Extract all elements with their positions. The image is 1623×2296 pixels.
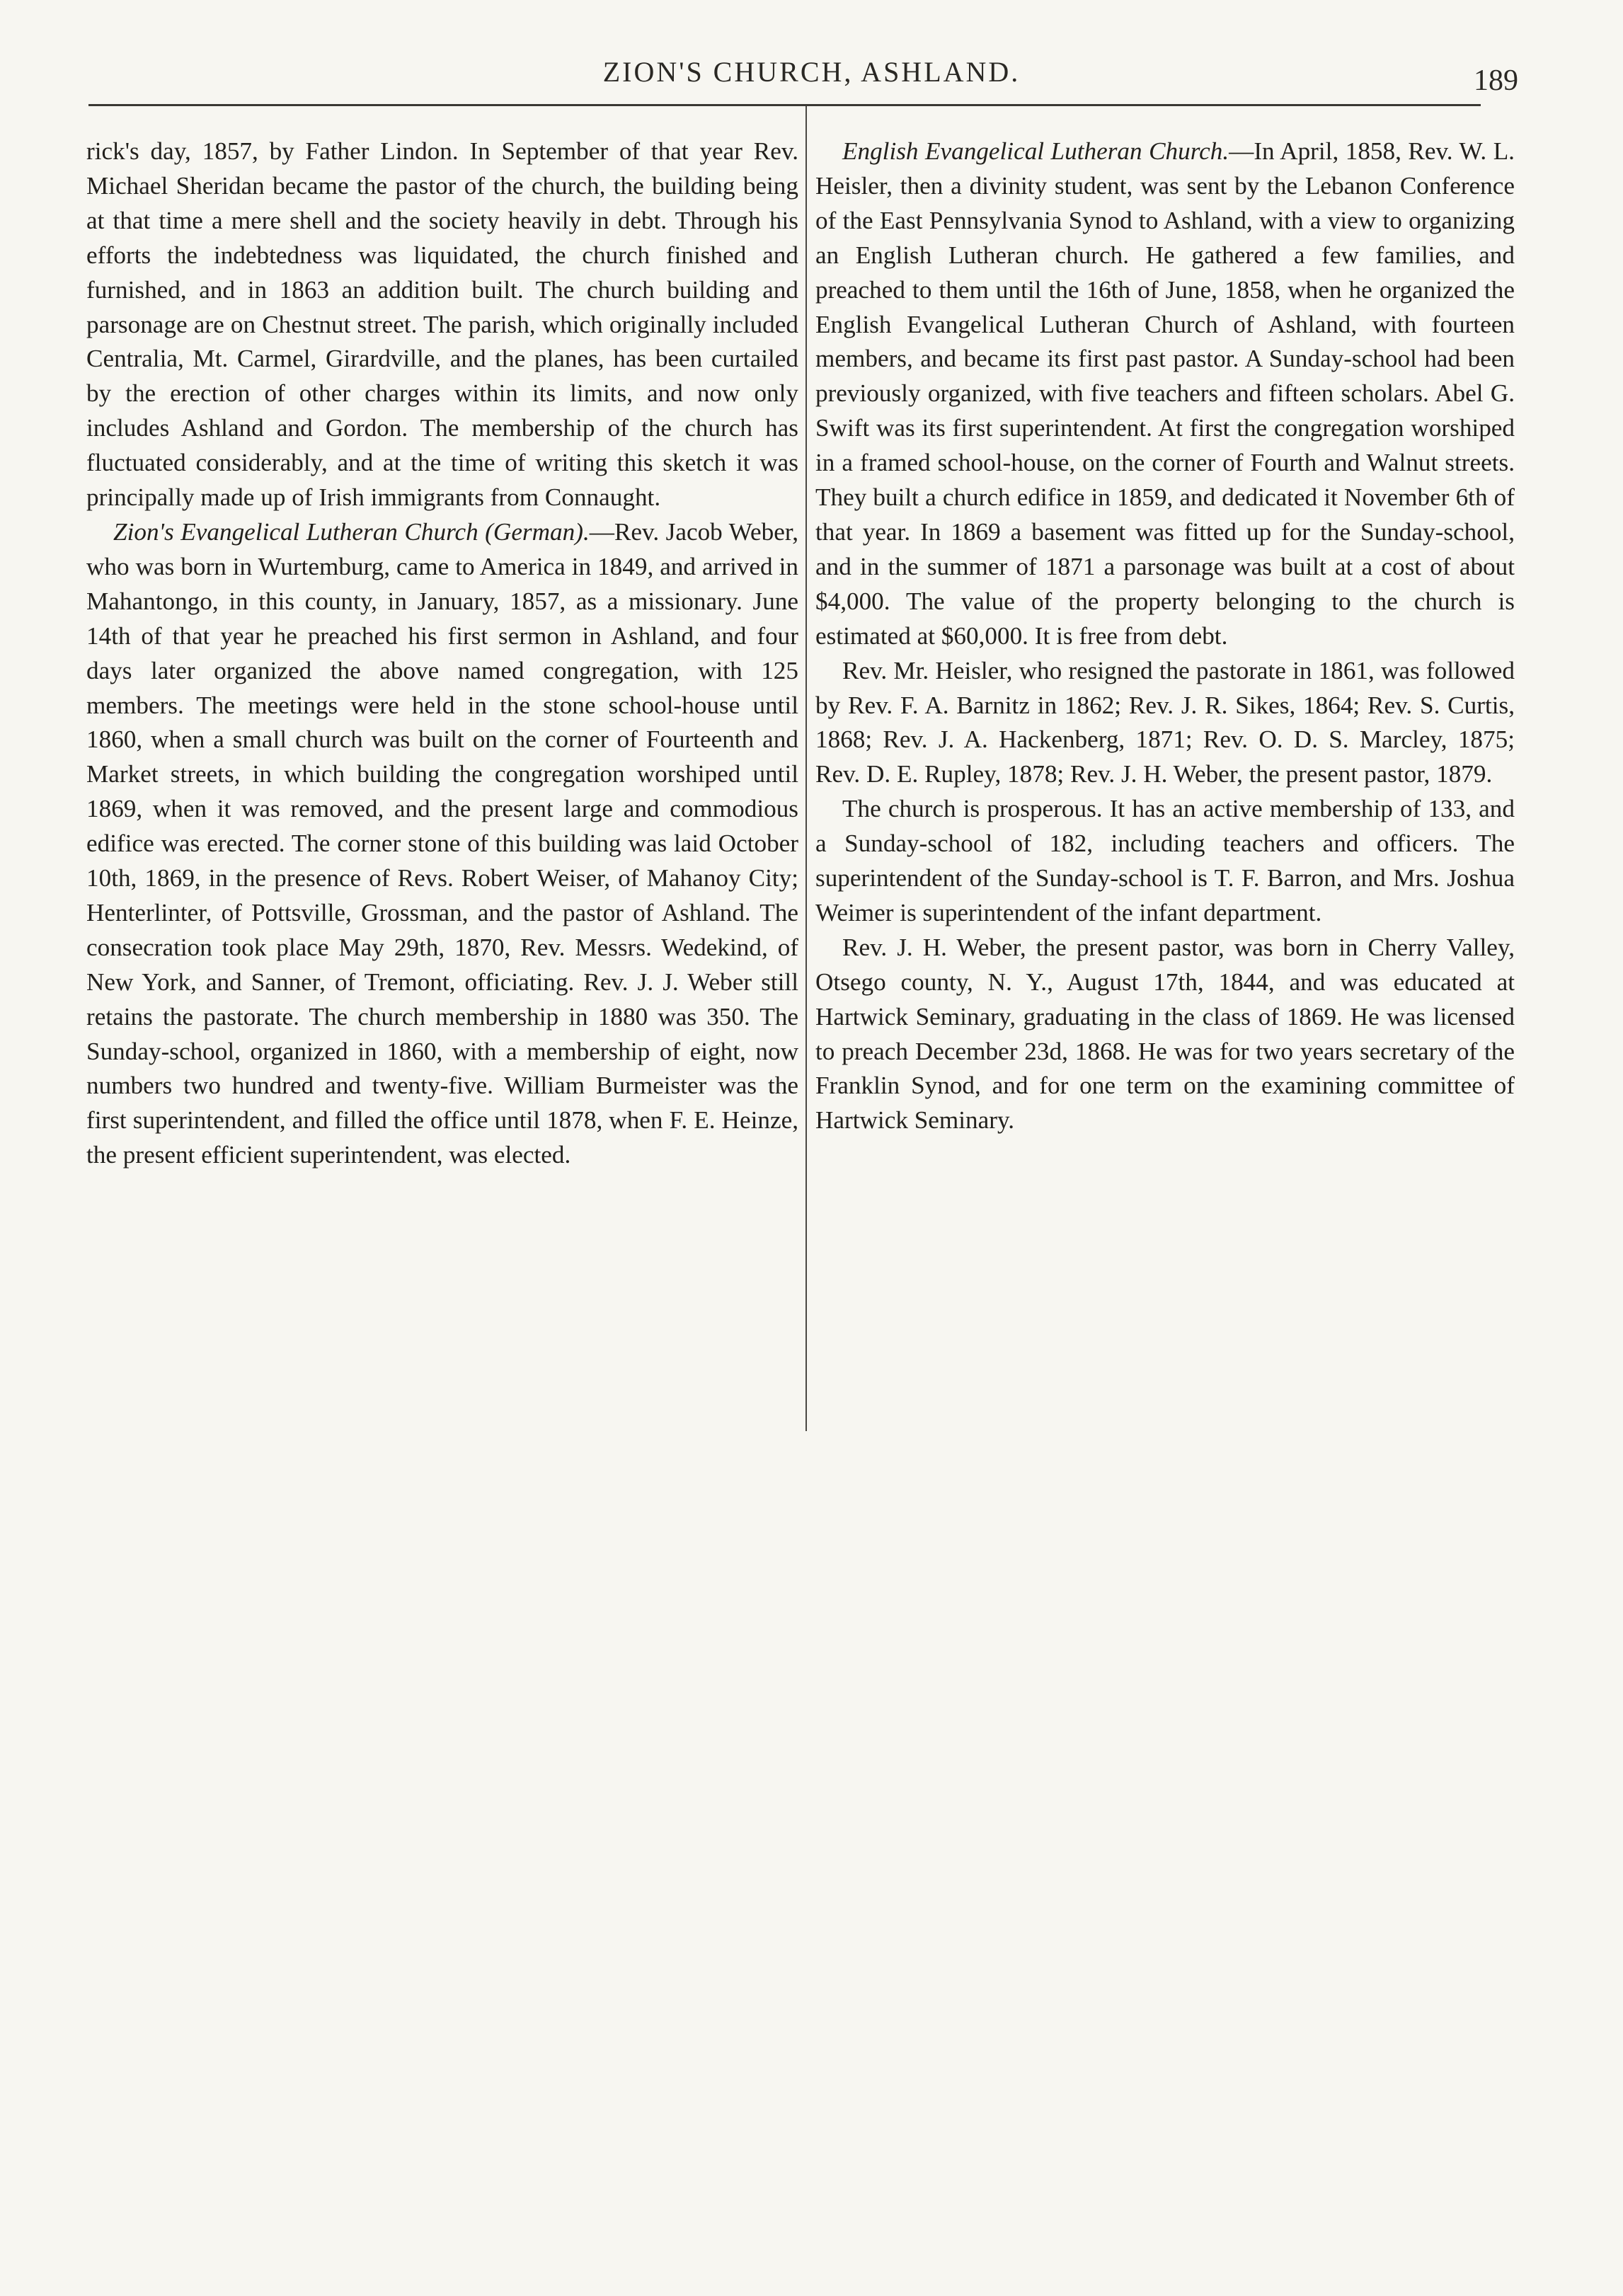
page-number: 189 (1474, 64, 1518, 97)
section-heading-zions-church: Zion's Evangelical Lutheran Church (German). (113, 517, 590, 546)
paragraph-pastor-biography: Rev. J. H. Weber, the present pastor, was born in Cherry Valley, Otsego county, N. Y., August 17th, 1844, and was educated at Hartwick Seminary, graduating in the class of 1869. He was licensed to preach December 23d, 1868. He was for two years secretary of the Franklin Synod, and for one term on the examining committee of Hartwick Seminary. (815, 933, 1515, 1135)
paragraph-body: —Rev. Jacob Weber, who was born in Wurtemburg, came to America in 1849, and arrived in Mahantongo, in this county, in January, 1857, as a missionary. June 14th of that year he preached his first sermon in Ashland, and four days later organized the above named congregation, with 125 members. The meetings were held in the stone school-house until 1860, when a small church was built on the corner of Fourteenth and Market streets, in which building the congregation worshiped until 1869, when it was removed, and the present large and commodious edifice was erected. The corner stone of this building was laid October 10th, 1869, in the presence of Revs. Robert Weiser, of Mahanoy City; Henterlinter, of Pottsville, Grossman, and the pastor of Ashland. The consecration took place May 29th, 1870, Rev. Messrs. Wedekind, of New York, and Sanner, of Tremont, officiating. Rev. J. J. Weber still retains the pastorate. The church membership in 1880 was 350. The Sunday-school, organized in 1860, with a membership of eight, now numbers two hundred and twenty-five. William Burmeister was the first superintendent, and filled the office until 1878, when F. E. Heinze, the present efficient superintendent, was elected. (86, 517, 798, 1169)
running-title: ZION'S CHURCH, ASHLAND. (602, 56, 1021, 88)
column-divider (805, 106, 807, 1431)
right-column (815, 134, 1515, 1138)
paragraph-church-prosperous: The church is prosperous. It has an active membership of 133, and a Sunday-school of 182, including teachers and officers. The superintendent of the Sunday-school is T. F. Barron, and Mrs. Joshua Weimer is superintendent of the infant department. (815, 795, 1515, 926)
paragraph-catholic-church-continued: rick's day, 1857, by Father Lindon. In September of that year Rev. Michael Sheridan became the pastor of the church, the building being at that time a mere shell and the society heavily in debt. Through his efforts the indebtedness was liquidated, the church finished and furnished, and in 1863 an addition built. The church building and parsonage are on Chestnut street. The parish, which originally included Centralia, Mt. Carmel, Girardville, and the planes, has been curtailed by the erection of other charges within its limits, and now only includes Ashland and Gordon. The membership of the church has fluctuated considerably, and at the time of writing this sketch it was principally made up of Irish immigrants from Connaught. (86, 137, 798, 512)
section-heading-english-church: English Evangelical Lutheran Church. (842, 137, 1229, 165)
paragraph-body: —In April, 1858, Rev. W. L. Heisler, then a divinity student, was sent by the Lebanon Conference of the East Pennsylvania Synod to Ashland, with a view to organizing an English Lutheran church. He gathered a few families, and preached to them until the 16th of June, 1858, when he organized the English Evangelical Lutheran Church of Ashland, with fourteen members, and became its first past pastor. A Sunday-school had been previously organized, with five teachers and fifteen scholars. Abel G. Swift was its first superintendent. At first the congregation worshiped in a framed school-house, on the corner of Fourth and Walnut streets. They built a church edifice in 1859, and dedicated it November 6th of that year. In 1869 a basement was fitted up for the Sunday-school, and in the summer of 1871 a parsonage was built at a cost of about $4,000. The value of the property belonging to the church is estimated at $60,000. It is free from debt. (815, 137, 1515, 650)
header-rule (88, 104, 1481, 106)
paragraph-zions-lutheran-church (86, 515, 798, 1173)
paragraph-english-lutheran-church (815, 134, 1515, 654)
left-column (86, 134, 798, 1173)
paragraph-pastors-list: Rev. Mr. Heisler, who resigned the pastorate in 1861, was followed by Rev. F. A. Barnitz in 1862; Rev. J. R. Sikes, 1864; Rev. S. Curtis, 1868; Rev. J. A. Hackenberg, 1871; Rev. O. D. S. Marcley, 1875; Rev. D. E. Rupley, 1878; Rev. J. H. Weber, the present pastor, 1879. (815, 656, 1515, 788)
